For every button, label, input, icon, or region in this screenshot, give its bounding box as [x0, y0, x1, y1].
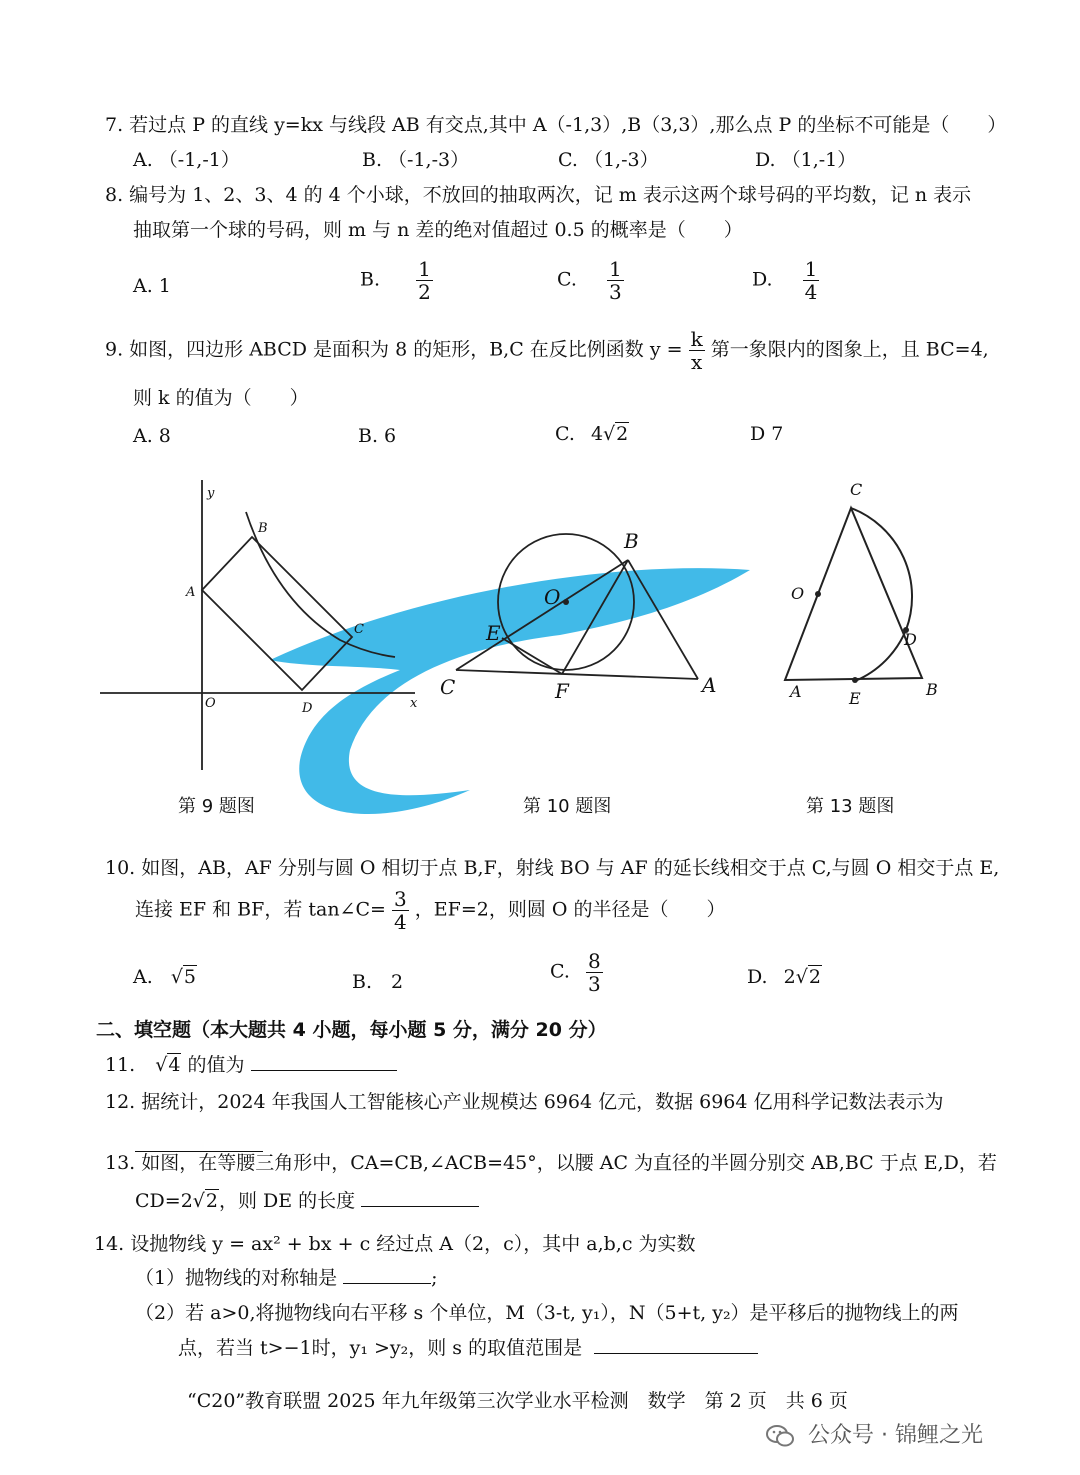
q14-part1-text: （1）抛物线的对称轴是 — [135, 1267, 338, 1289]
q7-option-a: A. （-1,-1） — [133, 149, 240, 171]
q11 — [105, 1050, 397, 1077]
sqrt-radicand: 2 — [808, 966, 821, 988]
q10-option-d — [747, 966, 822, 988]
fig9-label-c: C — [354, 622, 364, 637]
fig10-label-c: C — [440, 675, 456, 699]
sqrt-expression: √4 — [155, 1054, 181, 1076]
fig9-label-y: y — [207, 486, 215, 501]
q8-option-c — [557, 258, 624, 303]
q7-option-d: D. （1,-1） — [755, 149, 857, 171]
fig13-center-dot — [815, 591, 821, 597]
fraction-numerator: 1 — [804, 257, 818, 281]
fig10-label-e: E — [486, 621, 501, 645]
q10-option-c-fraction — [586, 950, 603, 995]
q7-stem: 7. 若过点 P 的直线 y=kx 与线段 AB 有交点,其中 A（-1,3）,B（3,3）,那么点 P 的坐标不可能是（ ） — [105, 114, 1007, 136]
fraction-denominator: 2 — [418, 280, 431, 304]
q10-line2-post: ，EF=2，则圆 O 的半径是（ ） — [414, 898, 726, 921]
fig10-line-ef — [502, 638, 562, 674]
watermark-swoosh — [270, 568, 750, 814]
fraction-denominator: 4 — [804, 280, 818, 304]
q13-line2-post: ，则 DE 的长度 — [219, 1190, 356, 1212]
q8-option-c-fraction — [607, 258, 624, 303]
fig10-caption: 第 10 题图 — [523, 796, 612, 817]
q9-line1-pre: 9. 如图，四边形 ABCD 是面积为 8 的矩形，B,C 在反比例函数 y = — [105, 338, 683, 361]
fraction-denominator: 3 — [608, 280, 622, 304]
q8-option-d-label: D. — [752, 268, 773, 291]
q14-part2-line2-text: 点，若当 t>−1时，y₁ >y₂，则 s 的取值范围是 — [178, 1337, 583, 1359]
fig13-label-d: D — [904, 630, 917, 649]
fraction-numerator: 3 — [393, 887, 407, 911]
fraction-denominator: 3 — [587, 972, 601, 996]
watermark — [765, 1418, 983, 1449]
fraction-numerator: 1 — [418, 257, 431, 281]
q10-line2-pre: 连接 EF 和 BF，若 tan∠C= — [135, 898, 386, 921]
q9-line1-post: 第一象限内的图象上，且 BC=4, — [710, 338, 989, 361]
q14-part2-line2 — [178, 1333, 758, 1360]
q9-fraction — [689, 328, 705, 373]
sqrt-expression: √2 — [795, 966, 821, 988]
figures-area — [0, 470, 1080, 830]
q9-line1 — [105, 328, 989, 373]
fig10-label-a: A — [702, 673, 717, 697]
fig9-label-d: D — [302, 701, 313, 716]
sqrt-expression: √2 — [192, 1190, 218, 1212]
q13-line1: 13. 如图，在等腰三角形中，CA=CB,∠ACB=45°，以腰 AC 为直径的半圆分别交 AB,BC 于点 E,D，若 — [105, 1152, 997, 1174]
q13-coef: 2 — [180, 1190, 193, 1212]
q7-option-c: C. （1,-3） — [558, 149, 659, 171]
q13-line2-pre: CD= — [135, 1190, 181, 1212]
figure-13 — [785, 508, 922, 681]
fig9-label-x: x — [410, 696, 418, 711]
fig13-point-e — [852, 677, 858, 683]
q8-option-a: A. 1 — [133, 275, 171, 297]
fig9-label-o: O — [205, 696, 216, 711]
q10-option-d-label: D. — [747, 966, 768, 988]
q10-line2 — [135, 888, 725, 933]
q9-option-d: D 7 — [750, 423, 784, 445]
fig13-label-a: A — [790, 682, 802, 701]
fig9-rectangle-abcd — [202, 537, 352, 690]
q10-option-c-label: C. — [550, 960, 570, 983]
q8-option-d-fraction — [803, 258, 820, 303]
sqrt-radicand: 2 — [205, 1190, 218, 1212]
q14-part1 — [135, 1263, 438, 1290]
q9-option-b: B. 6 — [358, 425, 397, 447]
fig13-label-e: E — [849, 689, 861, 708]
q11-answer-blank[interactable] — [251, 1070, 397, 1071]
q9-option-c-label: C. — [555, 423, 575, 445]
q14-line1: 14. 设抛物线 y = ax² + bx + c 经过点 A（2，c），其中 a,b,c 为实数 — [94, 1233, 696, 1255]
q9-option-a: A. 8 — [133, 425, 171, 447]
q8-option-b-fraction — [416, 258, 433, 303]
fig10-label-o: O — [544, 585, 561, 609]
fig13-triangle-abc — [785, 508, 922, 680]
q12-line1: 12. 据统计，2024 年我国人工智能核心产业规模达 6964 亿元，数据 6964 亿用科学记数法表示为 — [105, 1091, 944, 1113]
q11-number: 11. — [105, 1054, 136, 1076]
sqrt-expression: √2 — [603, 423, 629, 445]
q14-part2-answer-blank[interactable] — [594, 1353, 758, 1354]
sqrt-radicand: 2 — [616, 423, 629, 445]
fig13-semicircle-lower — [855, 630, 906, 681]
fig13-caption: 第 13 题图 — [806, 796, 895, 817]
page-footer: “C20”教育联盟 2025 年九年级第三次学业水平检测 数学 第 2 页 共 6 页 — [187, 1390, 848, 1412]
q7-option-b: B. （-1,-3） — [362, 149, 470, 171]
q9-option-c-coef: 4 — [590, 423, 604, 445]
q14-part2-line1: （2）若 a>0,将抛物线向右平移 s 个单位，M（3-t, y₁），N（5+t, y₂）是平移后的抛物线上的两 — [135, 1302, 959, 1324]
watermark-text: 公众号 · 锦鲤之光 — [808, 1423, 983, 1448]
q8-line1: 8. 编号为 1、2、3、4 的 4 个小球，不放回的抽取两次，记 m 表示这两个球号码的平均数，记 n 表示 — [105, 184, 972, 206]
q8-option-b — [360, 258, 433, 303]
q13-answer-blank[interactable] — [361, 1206, 479, 1207]
fig10-line-ca — [456, 670, 698, 679]
q14-part1-end: ; — [431, 1267, 438, 1289]
sqrt-radicand: 4 — [168, 1054, 181, 1076]
wechat-icon — [765, 1424, 795, 1448]
q9-line2: 则 k 的值为（ ） — [133, 387, 309, 409]
fraction-denominator: x — [691, 350, 703, 374]
fig9-label-a: A — [186, 585, 196, 600]
q10-option-a — [133, 966, 197, 988]
q8-option-d — [752, 258, 819, 303]
q14-part1-answer-blank[interactable] — [343, 1283, 431, 1284]
q9-option-c — [555, 423, 629, 445]
q13-line2 — [135, 1186, 479, 1213]
fig10-label-f: F — [555, 679, 569, 703]
section-2-title: 二、填空题（本大题共 4 小题，每小题 5 分，满分 20 分） — [96, 1019, 607, 1041]
q11-text: 的值为 — [187, 1054, 245, 1076]
q10-fraction — [392, 888, 409, 933]
fig9-label-b: B — [258, 521, 268, 536]
fig13-label-b: B — [926, 680, 938, 699]
q10-option-a-label: A. — [133, 966, 153, 988]
fig13-label-c: C — [850, 480, 863, 499]
sqrt-expression: √5 — [170, 966, 197, 988]
q10-option-c — [550, 950, 603, 995]
sqrt-radicand: 5 — [183, 966, 197, 988]
fraction-denominator: 4 — [393, 910, 407, 934]
fig9-caption: 第 9 题图 — [178, 796, 255, 817]
fraction-numerator: 8 — [587, 949, 601, 973]
q8-option-b-label: B. — [360, 268, 381, 291]
fraction-numerator: k — [690, 327, 703, 351]
q8-option-c-label: C. — [557, 268, 577, 291]
q8-line2: 抽取第一个球的号码，则 m 与 n 差的绝对值超过 0.5 的概率是（ ） — [133, 219, 743, 241]
q10-line1: 10. 如图，AB，AF 分别与圆 O 相切于点 B,F，射线 BO 与 AF 的延长线相交于点 C,与圆 O 相交于点 E, — [105, 857, 1000, 879]
fig13-semicircle-upper — [851, 508, 912, 630]
q10-option-d-coef: 2 — [783, 966, 796, 988]
fig10-center-dot — [563, 599, 569, 605]
q10-option-b: B. 2 — [352, 971, 404, 993]
fig10-label-b: B — [624, 529, 639, 553]
fraction-numerator: 1 — [608, 257, 622, 281]
fig13-label-o: O — [791, 584, 805, 603]
